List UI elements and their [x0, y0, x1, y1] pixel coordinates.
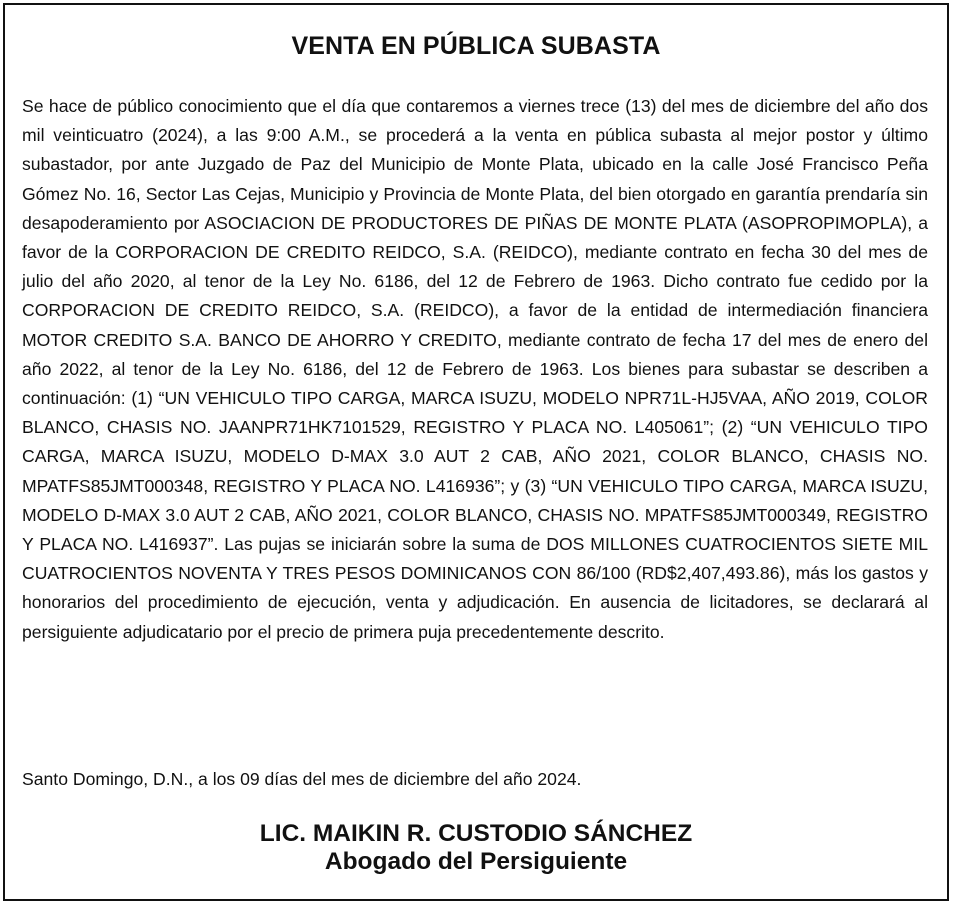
signer-name: LIC. MAIKIN R. CUSTODIO SÁNCHEZ — [259, 820, 693, 847]
legal-notice — [3, 3, 949, 901]
signer-role: Abogado del Persiguiente — [324, 848, 628, 875]
notice-body: Se hace de público conocimiento que el día que contaremos a viernes trece (13) del mes de diciembre del año dos mil veinticuatro (2024), a las 9:00 A.M., se procederá a la venta en pública subasta al mejor postor y último subastador, por ante Juzgado de Paz del Municipio de Monte Plata, ubicado en la calle José Francisco Peña Gómez No. 16, Sector Las Cejas, Municipio y Provincia de Monte Plata, del bien otorgado en garantía prendaría sin desapoderamiento por ASOCIACION DE PRODUCTORES DE PIÑAS DE MONTE PLATA (ASOPROPIMOPLA), a favor de la CORPORACION DE CREDITO REIDCO, S.A. (REIDCO), mediante contrato en fecha 30 del mes de julio del año 2020, al tenor de la Ley No. 6186, del 12 de Febrero de 1963. Dicho contrato fue cedido por la CORPORACION DE CREDITO REIDCO, S.A. (REIDCO), a favor de la entidad de intermediación financiera MOTOR CREDITO S.A. BANCO DE AHORRO Y CREDITO, mediante contrato de fecha 17 del mes de enero del año 2022, al tenor de la Ley No. 6186, del 12 de Febrero de 1963. Los bienes para subastar se describen a continuación: (1) “UN VEHICULO TIPO CARGA, MARCA ISUZU, MODELO NPR71L-HJ5VAA, AÑO 2019, COLOR BLANCO, CHASIS NO. JAANPR71HK7101529, REGISTRO Y PLACA NO. L405061”; (2) “UN VEHICULO TIPO CARGA, MARCA ISUZU, MODELO D-MAX 3.0 AUT 2 CAB, AÑO 2021, COLOR BLANCO, CHASIS NO. MPATFS85JMT000348, REGISTRO Y PLACA NO. L416936”; y (3) “UN VEHICULO TIPO CARGA, MARCA ISUZU, MODELO D-MAX 3.0 AUT 2 CAB, AÑO 2021, COLOR BLANCO, CHASIS NO. MPATFS85JMT000349, REGISTRO Y PLACA NO. L416937”. Las pujas se iniciarán sobre la suma de DOS MILLONES CUATROCIENTOS SIETE MIL CUATROCIENTOS NOVENTA Y TRES PESOS DOMINICANOS CON 86/100 (RD$2,407,493.86), más los gastos y honorarios del procedimiento de ejecución, venta y adjudicación. En ausencia de licitadores, se declarará al persiguiente adjudicatario por el precio de primera puja precedentemente descrito. — [22, 96, 928, 642]
notice-title: VENTA EN PÚBLICA SUBASTA — [291, 32, 661, 60]
notice-date-line: Santo Domingo, D.N., a los 09 días del mes de diciembre del año 2024. — [22, 769, 582, 789]
